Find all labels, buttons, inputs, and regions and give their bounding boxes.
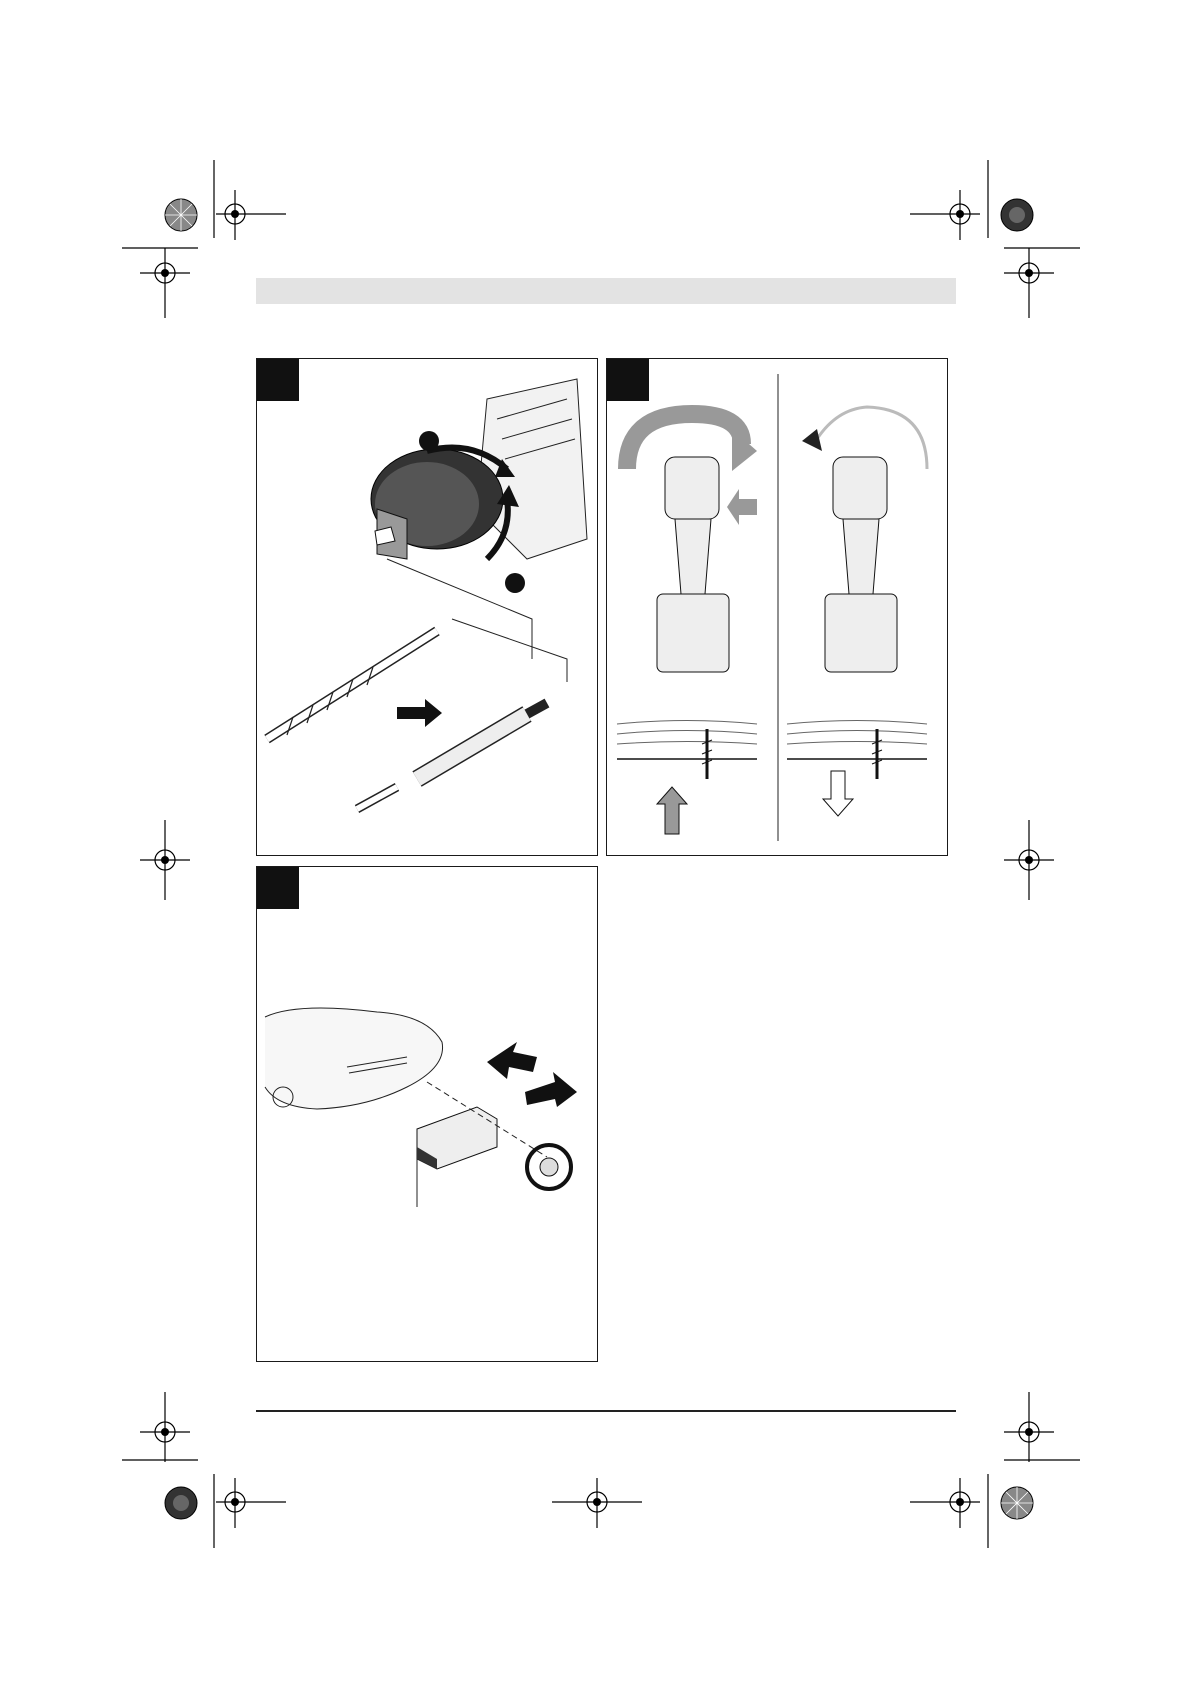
registration-mark-icon [216,190,286,245]
arrow-icon [823,771,853,816]
arrow-icon [657,787,687,834]
registration-mark-icon [140,248,190,323]
bit-holder-illustration [257,867,599,1363]
figure-2-panel [606,358,948,856]
color-wheel-icon [164,198,198,237]
registration-mark-icon [1004,1392,1054,1467]
registration-mark-icon [140,820,190,905]
figure-1-panel [256,358,598,856]
registration-mark-icon [140,1392,190,1467]
arrow-icon [487,1042,537,1079]
registration-mark-icon [216,1478,286,1533]
registration-mark-icon [910,190,980,245]
color-wheel-icon [1000,1486,1034,1525]
chuck-illustration [257,359,599,857]
registration-mark-icon [552,1478,642,1533]
rotation-direction-illustration [607,359,949,857]
registration-mark-icon [1004,820,1054,905]
registration-mark-icon [1004,248,1054,323]
arrow-icon [525,1072,577,1107]
arrow-icon [397,699,442,727]
screw-icon [872,729,882,779]
color-wheel-icon [1000,198,1034,237]
footer-rule [256,1410,956,1412]
registration-mark-icon [910,1478,980,1533]
color-wheel-icon [164,1486,198,1525]
figure-3-panel [256,866,598,1362]
screw-icon [702,729,712,779]
